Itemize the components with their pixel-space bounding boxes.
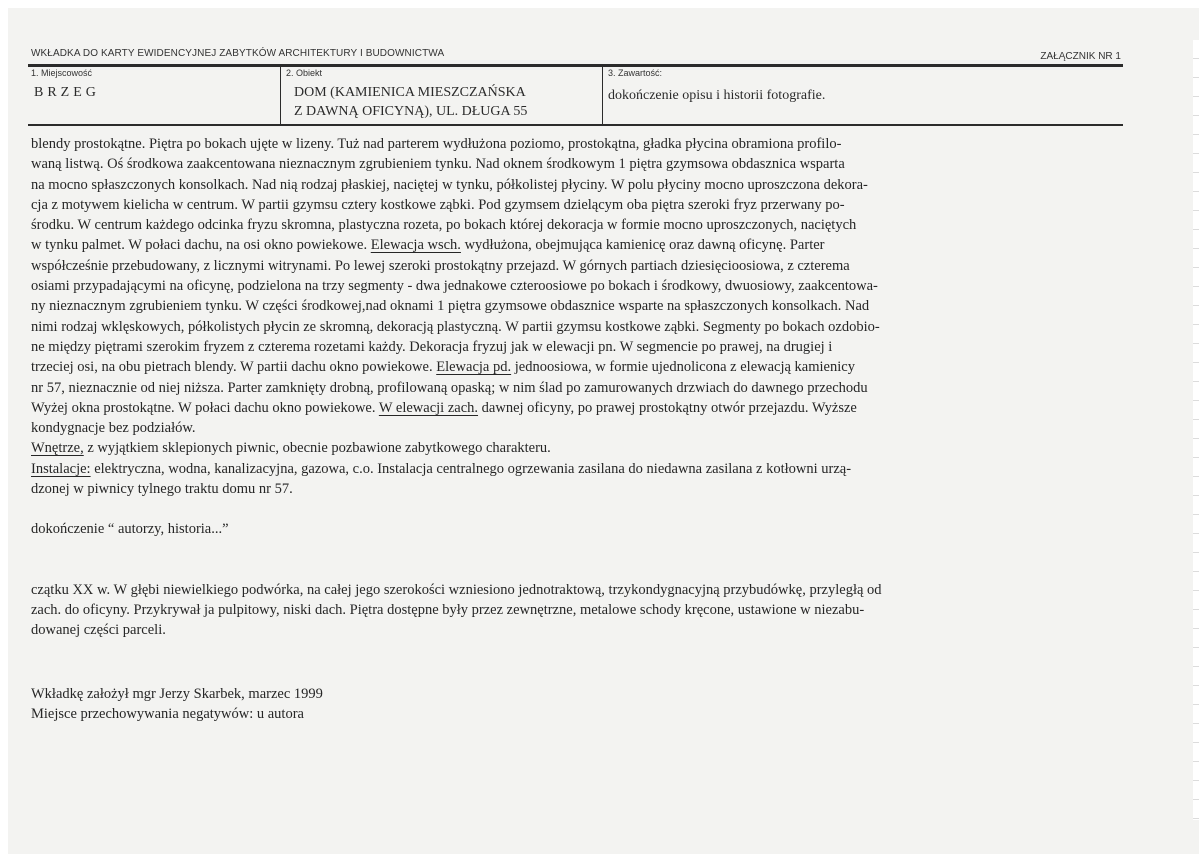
text-line: na mocno spłaszczonych konsolkach. Nad nią rodzaj płaskiej, naciętej w tynku, półkolistej płyciny. W polu płyciny mocno uproszczona dekora- bbox=[31, 176, 868, 193]
storage-line: Miejsce przechowywania negatywów: u autora bbox=[31, 706, 304, 722]
location-label: 1. Miejscowość bbox=[31, 68, 93, 78]
text-line: waną listwą. Oś środkowa zaakcentowana nieznacznym zgrubieniem tynku. Nad oknem środkowym 1 piętra gzymsowa obdasznica wsparta bbox=[31, 156, 845, 173]
text-segment: z wyjątkiem sklepionych piwnic, obecnie pozbawione zabytkowego charakteru. bbox=[83, 440, 551, 457]
footer bbox=[31, 684, 323, 724]
text-segment: wydłużona, obejmująca kamienicę oraz dawną oficynę. Parter bbox=[460, 237, 825, 254]
text-line: nimi rodzaj wklęskowych, półkolistych płycin ze skromną, dekoracją plastyczną. W partii gzymsu kostkowe ząbki. Segmenty po bokach ozdobio- bbox=[31, 318, 880, 335]
field-divider bbox=[280, 67, 281, 124]
text-line: ne między piętrami szerokim fryzem z czterema rozetami każdy. Dekoracja fryzuj jak w elewacji pn. W segmencie po prawej, na drugiej i bbox=[31, 338, 833, 355]
text-line: nr 57, nieznacznie od niej niższa. Parter zamknięty drobną, profilowaną opaską; w nim ślad po zamurowanych drzwiach do dawnego przechodu bbox=[31, 379, 868, 396]
text-line: blendy prostokątne. Piętra po bokach ujęte w lizeny. Tuż nad parterem wydłużona poziomo, prostokątna, gładka płycina obramiona profilo- bbox=[31, 136, 842, 152]
text-segment: jednoosiowa, w formie ujednolicona z elewacją kamienicy bbox=[511, 359, 855, 376]
text-line bbox=[31, 398, 1127, 418]
location-value: BRZEG bbox=[34, 85, 100, 100]
object-value-line-1: DOM (KAMIENICA MIESZCZAŃSKA bbox=[294, 85, 526, 100]
contents-value: dokończenie opisu i historii fotografie. bbox=[608, 88, 826, 103]
text-line: zach. do oficyny. Przykrywał ja pulpitowy, niski dach. Piętra dostępne były przez zewnętrzne, metalowe schody kręcone, ustawione w niezabu- bbox=[31, 601, 865, 618]
contents-label: 3. Zawartość: bbox=[608, 68, 663, 78]
text-line: ny nieznacznym zgrubieniem tynku. W części środkowej,nad oknami 1 piętra gzymsowe obdasznice wsparte na spłaszczonych konsolkach. Nad bbox=[31, 298, 870, 315]
interior-heading: Wnętrze, bbox=[31, 440, 84, 457]
description-text bbox=[31, 134, 1127, 641]
text-line: cja z motywem kielicha w centrum. W partii gzymsu cztery kostkowe ząbki. Pod gzymsem dzielącym oba piętra szeroki fryz przerwany po- bbox=[31, 196, 845, 213]
elevation-west-heading: W elewacji zach. bbox=[378, 399, 479, 416]
object-value-line-2: Z DAWNĄ OFICYNĄ), UL. DŁUGA 55 bbox=[294, 104, 528, 119]
continuation-note: dokończenie “ autorzy, historia...” bbox=[31, 521, 229, 538]
annex-number: ZAŁĄCZNIK NR 1 bbox=[1040, 51, 1121, 62]
fields-rule bbox=[28, 124, 1123, 126]
text-line: środku. W centrum każdego odcinka fryzu skromna, plastyczna rozeta, po bokach której dekoracja w formie mocno uproszczonych, naciętych bbox=[31, 217, 857, 234]
text-line: czątku XX w. W głębi niewielkiego podwórka, na całej jego szerokości wzniesiono jednotraktową, trzykondygnacyjną przybudówkę, przyległą od bbox=[31, 581, 882, 598]
header-rule bbox=[28, 64, 1123, 67]
elevation-east-heading: Elewacja wsch. bbox=[370, 237, 461, 254]
elevation-south-heading: Elewacja pd. bbox=[436, 359, 512, 376]
text-line bbox=[31, 357, 1127, 377]
text-segment: w tynku palmet. W połaci dachu, na osi okno powiekowe. bbox=[31, 237, 368, 254]
form-title: WKŁADKA DO KARTY EWIDENCYJNEJ ZABYTKÓW ARCHITEKTURY I BUDOWNICTWA bbox=[31, 48, 445, 59]
scan-edge bbox=[1193, 40, 1199, 820]
spacer bbox=[31, 499, 1127, 519]
text-line bbox=[31, 459, 1127, 479]
text-line: dowanej części parceli. bbox=[31, 622, 166, 639]
text-line: osiami przypadającymi na oficynę, podzielona na trzy segmenty - dwa jednakowe czteroosiowe po bokach i środkowy, dwuosiowy, zaakcentowa- bbox=[31, 278, 878, 295]
text-line: dzonej w piwnicy tylnego traktu domu nr 57. bbox=[31, 481, 293, 498]
author-line: Wkładkę założył mgr Jerzy Skarbek, marzec 1999 bbox=[31, 686, 323, 702]
text-segment: dawnej oficyny, po prawej prostokątny otwór przejazdu. Wyższe bbox=[478, 399, 857, 416]
installations-heading: Instalacje: bbox=[31, 460, 91, 477]
field-divider bbox=[602, 67, 603, 124]
text-line bbox=[31, 235, 1127, 255]
text-segment: trzeciej osi, na obu pietrach blendy. W partii dachu okno powiekowe. bbox=[31, 359, 433, 376]
object-label: 2. Obiekt bbox=[286, 68, 323, 78]
text-line: współcześnie przebudowany, z licznymi witrynami. Po lewej szeroki prostokątny przejazd. W górnych partiach dziesięcioosiowa, z czterema bbox=[31, 257, 850, 274]
text-line bbox=[31, 438, 1127, 458]
spacer bbox=[31, 540, 1127, 580]
text-line: kondygnacje bez podziałów. bbox=[31, 420, 196, 437]
text-segment: Wyżej okna prostokątne. W połaci dachu okno powiekowe. bbox=[31, 399, 376, 416]
text-segment: elektryczna, wodna, kanalizacyjna, gazowa, c.o. Instalacja centralnego ogrzewania zasilana do niedawna zasilana z kotłowni urzą- bbox=[90, 460, 852, 477]
